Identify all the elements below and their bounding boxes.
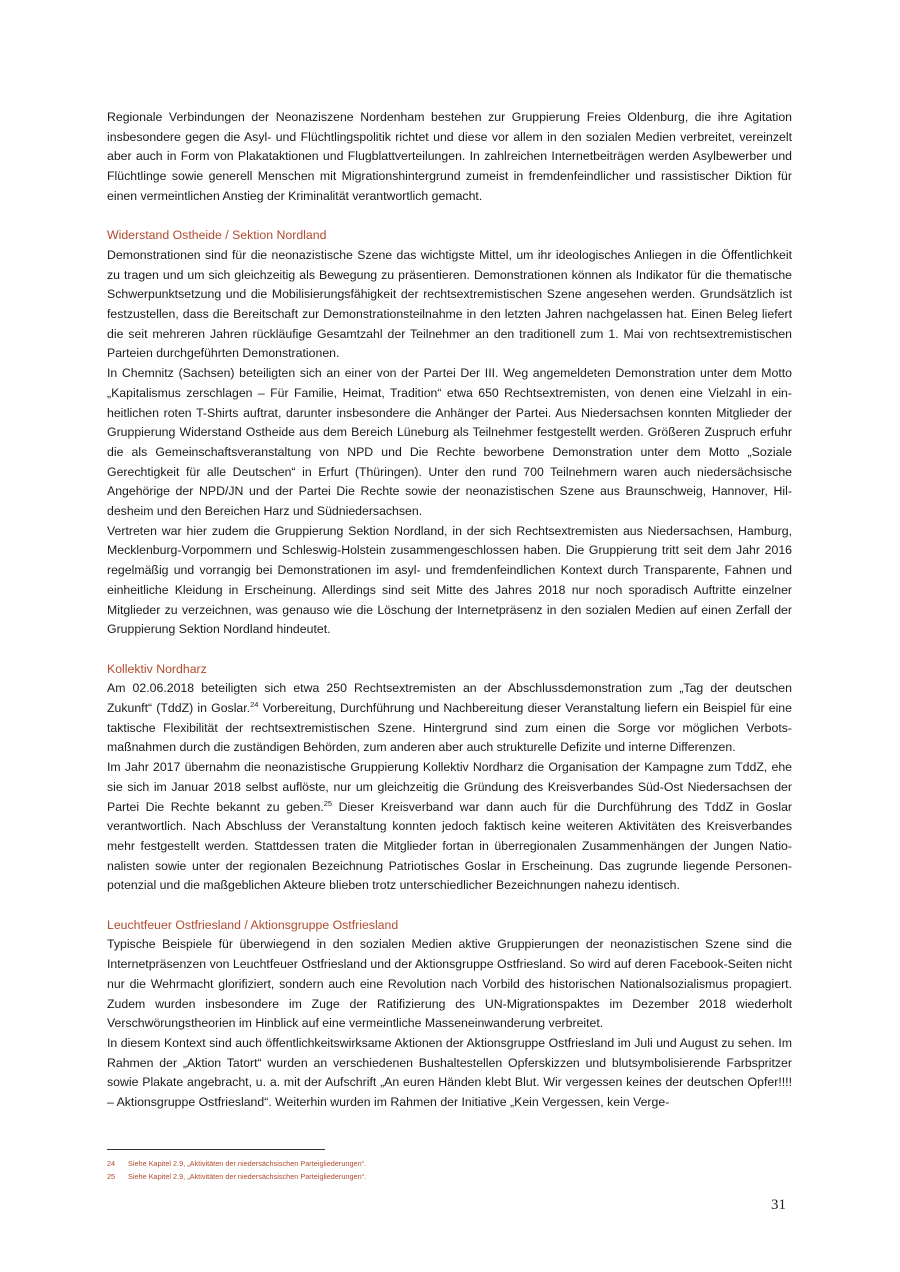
section-heading-leuchtfeuer-ostfriesland: Leuchtfeuer Ostfriesland / Aktionsgruppe Ostfriesland (107, 917, 399, 932)
footnotes (107, 1158, 707, 1183)
footnote-ref-24[interactable]: 24 (250, 700, 259, 710)
footnote-divider (107, 1149, 325, 1150)
footnote-25 (107, 1171, 707, 1184)
page-number: 31 (771, 1197, 786, 1213)
footnote-text: Siehe Kapitel 2.9, „Aktivitäten der niedersächsischen Parteigliederungen“. (128, 1159, 367, 1168)
paragraph-social-media: Typische Beispiele für überwiegend in den sozialen Medien aktive Gruppierungen der neonazistischen Szene sind die Internetpräsenzen von Leuchtfeuer Ostfriesland und der Aktionsgruppe Ostfriesland. So wird auf deren Facebook-Seiten nicht nur die Wehrmacht glorifiziert, sondern auch eine Revolution nach Vorbild des historischen Nationalsozialismus propagiert. Zudem wurden insbesondere im Zuge der Ratifizierung des UN-Migrationspaktes im Dezember 2018 wiederholt Verschwörungstheorien im Hinblick auf eine vermeintliche Masseneinwanderung verbreitet. (107, 937, 792, 1031)
footnote-24 (107, 1158, 707, 1171)
paragraph-goslar-part2: Vorbereitung, Durchführung und Nachbereitung dieser Veranstaltung liefern ein Beispiel für eine taktische Flexibilität der rechtsextremistischen Szene. Hintergrund sind zum einen die Sorge vor möglichen Verbotsmaßnahmen durch die zuständigen Behörden, zum anderen aber auch strukturelle Defizite und interne Differenzen. (107, 701, 792, 755)
paragraph-sektion-nordland: Vertreten war hier zudem die Gruppierung Sektion Nordland, in der sich Rechtsextremisten aus Niedersachsen, Hamburg, Mecklenburg-Vorpommern und Schleswig-Holstein zusammengeschlossen haben. Die Gruppierung tritt seit dem Jahr 2016 regelmäßig und vorrangig bei Demonstrationen im asyl- und fremdenfeindlichen Kontext durch Transparente, Fahnen und einheitliche Kleidung in Erscheinung. Allerdings sind seit Mitte des Jahres 2018 nur noch sporadisch Auftritte einzelner Mitglieder zu verzeichnen, was genauso wie die Löschung der Internetpräsenz in den sozialen Medien auf einen Zerfall der Gruppierung Sektion Nordland hindeutet. (107, 523, 792, 637)
footnote-number: 24 (107, 1159, 116, 1168)
footnote-text: Siehe Kapitel 2.9, „Aktivitäten der niedersächsischen Parteigliederungen“. (128, 1171, 367, 1181)
paragraph-kollektiv-part2: Dieser Kreisverband war dann auch für die Durchführung des TddZ in Goslar verantwortlich. Nach Abschluss der Veranstaltung konnten jedoch faktisch keine weiteren Aktivitäten des Kreisverbandes mehr festgestellt werden. Stattdessen traten die Mitglieder fortan in überregionalen Zusammenhängen der Jungen Nationalisten sowie unter der regionalen Bezeichnung Patriotisches Goslar in Erscheinung. Das zugrunde liegende Personenpotenzial und die maßgeblichen Akteure blieben trotz unterschiedlicher Bezeichnungen nahezu identisch. (107, 799, 792, 893)
paragraph-demonstrations: Demonstrationen sind für die neonazistische Szene das wichtigste Mittel, um ihr ideologisches Anliegen in die Öffentlichkeit zu tragen und um sich gleichzeitig als Bewegung zu präsentieren. Demonstrationen können als Indikator für die thematische Schwerpunktsetzung und die Mobilisierungsfähigkeit der rechtsextremistischen Szene angesehen werden. Grundsätzlich ist festzustellen, dass die Bereitschaft zur Demonstrationsteilnahme in den letzten Jahren nachgelassen hat. Einen Beleg liefert die seit mehreren Jahren rückläufige Gesamtzahl der Teilnehmer an den traditionell zum 1. Mai von rechtsextremistischen Parteien durchgeführten Demonstrationen. (107, 247, 792, 361)
paragraph-goslar (107, 679, 792, 758)
footnote-number: 25 (107, 1171, 116, 1181)
paragraph-goslar-part1: Am 02.06.2018 beteiligten sich etwa 250 Rechtsextremisten an der Abschlussdemonstration zum „Tag der deutschen Zukunft“ (TddZ) in Goslar. (107, 681, 792, 716)
paragraph-kollektiv-part1: Im Jahr 2017 übernahm die neonazistische Gruppierung Kollektiv Nordharz die Organisation der Kampagne zum TddZ, ehe sie sich im Januar 2018 selbst auflöste, nur um gleichzeitig die Gründung des Kreisverbandes Süd-Ost Niedersachsen der Partei Die Rechte bekannt zu geben. (107, 760, 792, 814)
page-body (107, 108, 792, 1113)
section-heading-kollektiv-nordharz: Kollektiv Nordharz (107, 661, 207, 676)
paragraph-aktion-tatort: In diesem Kontext sind auch öffentlichkeitswirksame Aktionen der Aktionsgruppe Ostfriesland im Juli und August zu sehen. Im Rahmen der „Aktion Tatort“ wurden an verschiedenen Bushaltestellen Opferskizzen und blutsymbolisierende Farbspritzer sowie Plakate angebracht, u. a. mit der Aufschrift „An euren Händen klebt Blut. Wir vergessen keines der deutschen Opfer!!!! – Aktionsgruppe Ostfriesland“. Weiterhin wurden im Rahmen der Initiative „Kein Vergessen, kein Verge- (107, 1036, 792, 1110)
paragraph-chemnitz: In Chemnitz (Sachsen) beteiligten sich an einer von der Partei Der III. Weg angemeldeten Demonstration unter dem Motto „Kapitalismus zerschlagen – Für Familie, Heimat, Tradition“ etwa 650 Rechtsextremisten, von denen eine Vielzahl in einheitlichen roten T-Shirts auftrat, darunter insbesondere die Anhänger der Partei. Aus Niedersachsen konnten Mitglieder der Gruppierung Widerstand Ostheide aus dem Bereich Lüneburg als Teilnehmer festgestellt werden. Größeren Zuspruch erfuhr die als Gemeinschaftsveranstaltung von NPD und Die Rechte beworbene Demonstration unter dem Motto „Soziale Gerechtigkeit für alle Deutschen“ in Erfurt (Thüringen). Unter den rund 700 Teilnehmern waren auch niedersächsische Angehörige der NPD/JN und der Partei Die Rechte sowie der neonazistischen Szene aus Braunschweig, Hannover, Hildesheim und den Bereichen Harz und Südniedersachsen. (107, 366, 792, 519)
footnote-ref-25[interactable]: 25 (323, 798, 333, 808)
paragraph-intro: Regionale Verbindungen der Neonaziszene Nordenham bestehen zur Gruppierung Freies Oldenburg, die ihre Agitation insbesondere gegen die Asyl- und Flüchtlingspolitik richtet und diese vor allem in den sozialen Medien verbreitet, vereinzelt aber auch in Form von Plakataktionen und Flugblattverteilungen. In zahlreichen Internetbeiträgen werden Asylbewerber und Flüchtlinge sowie generell Menschen mit Migrationshintergrund zumeist in fremdenfeindlicher und rassistischer Diktion für einen vermeintlichen Anstieg der Kriminalität verantwortlich gemacht. (107, 110, 792, 203)
section-heading-widerstand-ostheide: Widerstand Ostheide / Sektion Nordland (107, 228, 327, 243)
paragraph-kollektiv-nordharz (107, 758, 792, 896)
